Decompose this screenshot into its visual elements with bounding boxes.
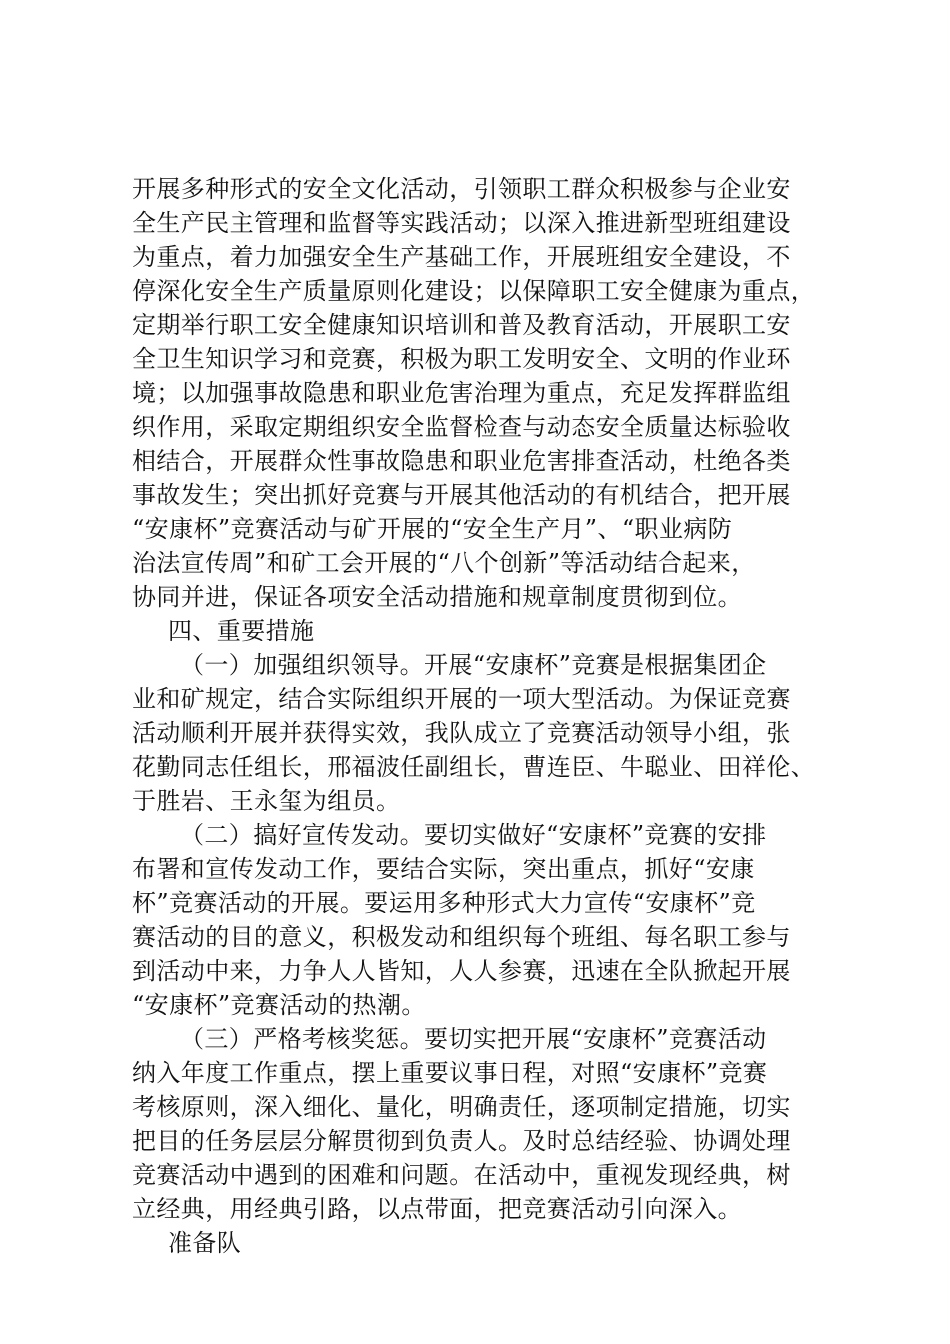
section-heading: 四、重要措施: [168, 617, 315, 645]
signature-line: 准备队: [168, 1229, 242, 1257]
body-text-line: 开展多种形式的安全文化活动，引领职工群众积极参与企业安: [132, 175, 791, 203]
body-text-line: （三）严格考核奖惩。要切实把开展“安康杯”竞赛活动: [180, 1025, 767, 1053]
body-text-line: 考核原则，深入细化、量化，明确责任，逐项制定措施，切实: [132, 1093, 791, 1121]
body-text-line: 于胜岩、王永玺为组员。: [132, 787, 401, 815]
body-text-line: 花勤同志任组长，邢福波任副组长，曹连臣、牛聪业、田祥伦、: [132, 753, 816, 781]
body-text-line: 协同并进，保证各项安全活动措施和规章制度贯彻到位。: [132, 583, 742, 611]
body-text-line: 业和矿规定，结合实际组织开展的一项大型活动。为保证竞赛: [132, 685, 791, 713]
body-text-line: 活动顺利开展并获得实效，我队成立了竞赛活动领导小组，张: [132, 719, 791, 747]
body-text-line: 竞赛活动中遇到的困难和问题。在活动中，重视发现经典，树: [132, 1161, 791, 1189]
body-text-line: “安康杯”竞赛活动的热潮。: [132, 991, 426, 1019]
body-text-line: 杯”竞赛活动的开展。要运用多种形式大力宣传“安康杯”竞: [132, 889, 756, 917]
body-text-line: （一）加强组织领导。开展“安康杯”竞赛是根据集团企: [180, 651, 767, 679]
body-text-line: 治法宣传周”和矿工会开展的“八个创新”等活动结合起来，: [132, 549, 756, 577]
body-text-line: 相结合，开展群众性事故隐患和职业危害排查活动，杜绝各类: [132, 447, 791, 475]
body-text-line: 立经典，用经典引路，以点带面，把竞赛活动引向深入。: [132, 1195, 742, 1223]
body-text-line: （二）搞好宣传发动。要切实做好“安康杯”竞赛的安排: [180, 821, 767, 849]
body-text-line: 定期举行职工安全健康知识培训和普及教育活动，开展职工安: [132, 311, 791, 339]
body-text-line: 全卫生知识学习和竞赛，积极为职工发明安全、文明的作业环: [132, 345, 791, 373]
body-text-line: 赛活动的目的意义，积极发动和组织每个班组、每名职工参与: [132, 923, 791, 951]
body-text-line: “安康杯”竞赛活动与矿开展的“安全生产月”、“职业病防: [132, 515, 733, 543]
body-text-line: 停深化安全生产质量原则化建设；以保障职工安全健康为重点，: [132, 277, 816, 305]
body-text-line: 境；以加强事故隐患和职业危害治理为重点，充足发挥群监组: [132, 379, 791, 407]
body-text-line: 到活动中来，力争人人皆知，人人参赛，迅速在全队掀起开展: [132, 957, 791, 985]
body-text-line: 织作用，采取定期组织安全监督检查与动态安全质量达标验收: [132, 413, 791, 441]
body-text-line: 把目的任务层层分解贯彻到负责人。及时总结经验、协调处理: [132, 1127, 791, 1155]
body-text-line: 事故发生；突出抓好竞赛与开展其他活动的有机结合，把开展: [132, 481, 791, 509]
body-text-line: 全生产民主管理和监督等实践活动；以深入推进新型班组建设: [132, 209, 791, 237]
body-text-line: 布署和宣传发动工作，要结合实际，突出重点，抓好“安康: [132, 855, 755, 883]
body-text-line: 纳入年度工作重点，摆上重要议事日程，对照“安康杯”竞赛: [132, 1059, 768, 1087]
body-text-line: 为重点，着力加强安全生产基础工作，开展班组安全建设，不: [132, 243, 791, 271]
